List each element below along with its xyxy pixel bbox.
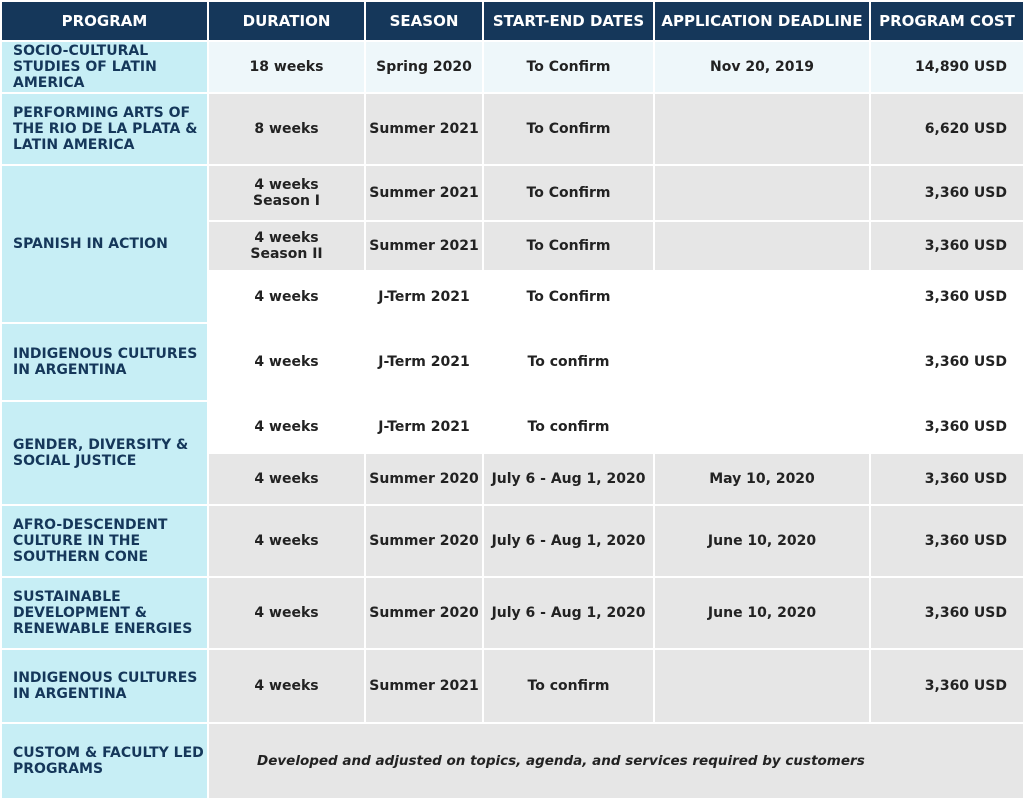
duration-cell: 4 weeks Season II (208, 221, 365, 271)
program-name: PERFORMING ARTS OF THE RIO DE LA PLATA & LATIN AMERICA (1, 93, 208, 165)
deadline-cell (654, 93, 870, 165)
duration-cell: 4 weeks (208, 649, 365, 723)
header-dates: START-END DATES (483, 1, 654, 41)
dates-cell: To confirm (483, 323, 654, 401)
program-name: SOCIO-CULTURAL STUDIES OF LATIN AMERICA (1, 41, 208, 93)
deadline-cell: June 10, 2020 (654, 577, 870, 649)
header-season: SEASON (365, 1, 483, 41)
program-name: SPANISH IN ACTION (1, 165, 208, 323)
deadline-cell (654, 649, 870, 723)
season-cell: Summer 2021 (365, 93, 483, 165)
dates-cell: To Confirm (483, 41, 654, 93)
season-cell: Summer 2020 (365, 453, 483, 505)
table-row (1, 323, 1023, 401)
season-cell: J-Term 2021 (365, 401, 483, 453)
deadline-cell (654, 401, 870, 453)
table-row (1, 401, 1023, 453)
program-name: INDIGENOUS CULTURES IN ARGENTINA (1, 323, 208, 401)
duration-cell: 4 weeks Season I (208, 165, 365, 221)
duration-cell: 4 weeks (208, 577, 365, 649)
table-row (1, 505, 1023, 577)
table-row (1, 649, 1023, 723)
cost-cell: 3,360 USD (870, 221, 1023, 271)
dates-cell: To Confirm (483, 221, 654, 271)
custom-row (1, 723, 1023, 799)
header-row (1, 1, 1023, 41)
duration-cell: 4 weeks (208, 271, 365, 323)
table-row (1, 41, 1023, 93)
program-name: GENDER, DIVERSITY & SOCIAL JUSTICE (1, 401, 208, 505)
header-cost: PROGRAM COST (870, 1, 1023, 41)
cost-cell: 3,360 USD (870, 165, 1023, 221)
header-program: PROGRAM (1, 1, 208, 41)
dates-cell: July 6 - Aug 1, 2020 (483, 505, 654, 577)
header-deadline: APPLICATION DEADLINE (654, 1, 870, 41)
header-duration: DURATION (208, 1, 365, 41)
dates-cell: To Confirm (483, 93, 654, 165)
season-cell: Spring 2020 (365, 41, 483, 93)
cost-cell: 6,620 USD (870, 93, 1023, 165)
deadline-cell (654, 323, 870, 401)
deadline-cell: May 10, 2020 (654, 453, 870, 505)
duration-cell: 4 weeks (208, 323, 365, 401)
program-name: CUSTOM & FACULTY LED PROGRAMS (1, 723, 208, 799)
cost-cell: 3,360 USD (870, 453, 1023, 505)
duration-cell: 4 weeks (208, 505, 365, 577)
duration-cell: 4 weeks (208, 401, 365, 453)
cost-cell: 3,360 USD (870, 577, 1023, 649)
season-cell: Summer 2021 (365, 165, 483, 221)
season-cell: Summer 2021 (365, 649, 483, 723)
dates-cell: To Confirm (483, 271, 654, 323)
duration-cell: 4 weeks (208, 453, 365, 505)
cost-cell: 3,360 USD (870, 505, 1023, 577)
season-cell: J-Term 2021 (365, 323, 483, 401)
deadline-cell: Nov 20, 2019 (654, 41, 870, 93)
table-row (1, 93, 1023, 165)
dates-cell: To confirm (483, 649, 654, 723)
duration-cell: 8 weeks (208, 93, 365, 165)
cost-cell: 3,360 USD (870, 323, 1023, 401)
deadline-cell (654, 271, 870, 323)
cost-cell: 3,360 USD (870, 649, 1023, 723)
program-name: SUSTAINABLE DEVELOPMENT & RENEWABLE ENERGIES (1, 577, 208, 649)
program-name: AFRO-DESCENDENT CULTURE IN THE SOUTHERN CONE (1, 505, 208, 577)
program-name: INDIGENOUS CULTURES IN ARGENTINA (1, 649, 208, 723)
season-cell: Summer 2020 (365, 577, 483, 649)
season-cell: Summer 2020 (365, 505, 483, 577)
dates-cell: To confirm (483, 401, 654, 453)
deadline-cell: June 10, 2020 (654, 505, 870, 577)
cost-cell: 14,890 USD (870, 41, 1023, 93)
duration-cell: 18 weeks (208, 41, 365, 93)
custom-note: Developed and adjusted on topics, agenda, and services required by customers (208, 723, 1023, 799)
dates-cell: July 6 - Aug 1, 2020 (483, 577, 654, 649)
cost-cell: 3,360 USD (870, 271, 1023, 323)
deadline-cell (654, 165, 870, 221)
season-cell: J-Term 2021 (365, 271, 483, 323)
table-row (1, 165, 1023, 221)
deadline-cell (654, 221, 870, 271)
dates-cell: To Confirm (483, 165, 654, 221)
dates-cell: July 6 - Aug 1, 2020 (483, 453, 654, 505)
season-cell: Summer 2021 (365, 221, 483, 271)
cost-cell: 3,360 USD (870, 401, 1023, 453)
table-row (1, 577, 1023, 649)
